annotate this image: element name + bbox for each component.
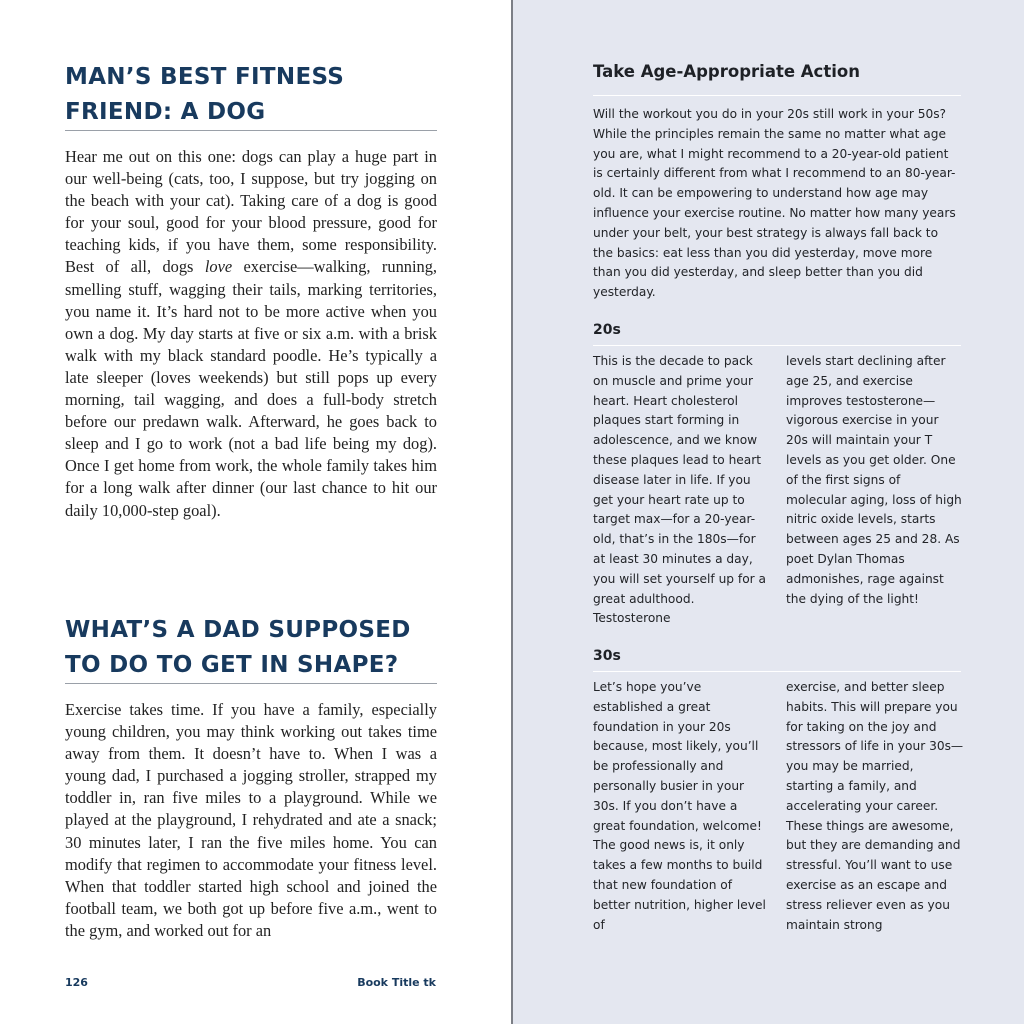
paragraph-dog-fitness	[65, 146, 437, 522]
paragraph-dad-shape: Exercise takes time. If you have a family, especially young children, you may think working out takes time away from them. It doesn’t have to. When I was a young dad, I purchased a jogging stroller, strapped my toddler in, ran five miles to a playground. While we played at the playground, I rehydrated and ate a snack; 30 minutes later, I ran the five miles home. You can modify that regimen to accommodate your fitness level. When that toddler started high school and joined the football team, we both got up before five a.m., went to the gym, and worked out for an	[65, 700, 437, 940]
running-footer-title: Book Title tk	[357, 976, 436, 989]
heading-dog-fitness	[65, 60, 445, 130]
heading-line: TO DO TO GET IN SHAPE?	[65, 652, 399, 678]
page-gutter	[511, 0, 513, 1024]
emphasis-text: love	[204, 257, 233, 277]
heading-rule	[65, 683, 437, 684]
sidebar-intro: Will the workout you do in your 20s still work in your 50s? While the principles remain the same no matter what age you are, what I might recommend to a 20-year-old patient is certainly different from what I recommend to an 80-year-old. It can be empowering to understand how age may influence your exercise routine. No matter how many years under your belt, your best strategy is always fall back to the basics: eat less than you did yesterday, move more than you did yesterday, and sleep better than you did yesterday.	[593, 107, 956, 300]
heading-line: FRIEND: A DOG	[65, 99, 266, 125]
section-30s-column-2: exercise, and better sleep habits. This will prepare you for taking on the joy and stressors of life in your 30s—you may be married, starting a family, and accelerating your career. These things are awesome, but they are demanding and stressful. You’ll want to use exercise as an escape and stress reliever even as you maintain strong	[786, 680, 964, 932]
section-30s-column-1: Let’s hope you’ve established a great foundation in your 20s because, most likely, you’ll be professionally and personally busier in your 30s. If you don’t have a great foundation, welcome! The good news is, it only takes a few months to build that new foundation of better nutrition, higher level of	[593, 680, 766, 932]
section-20s-title: 20s	[593, 322, 621, 338]
page-number: 126	[65, 976, 88, 989]
section-30s-rule	[593, 671, 961, 672]
heading-rule	[65, 130, 437, 131]
section-20s-column-2: levels start declining after age 25, and exercise improves testosterone—vigorous exercise in your 20s will maintain your T levels as you get older. One of the first signs of molecular aging, loss of high nitric oxide levels, starts between ages 25 and 28. As poet Dylan Thomas admonishes, rage against the dying of the light!	[786, 354, 962, 606]
paragraph-text: Hear me out on this one: dogs can play a huge part in our well-being (cats, too, I suppose, but try jogging on the beach with your cat). Taking care of a dog is good for your soul, good for your blood pressure, good for teaching kids, if you have them, some responsibility. Best of all, dogs	[65, 147, 437, 277]
heading-line: MAN’S BEST FITNESS	[65, 64, 345, 90]
paragraph-text: exercise—walking, running, smelling stuff, wagging their tails, marking territories, you name it. It’s hard not to be more active when you own a dog. My day starts at five or six a.m. with a brisk walk with my black standard poodle. He’s typically a late sleeper (loves weekends) but still pops up every morning, tail wagging, and does a full-body stretch before our predawn walk. Afterward, he goes back to sleep and I go to work (not a bad life being my dog). Once I get home from work, the whole family takes him for a long walk after dinner (our last chance to hit our daily 10,000-step goal).	[65, 257, 437, 520]
sidebar-title-rule	[593, 95, 961, 96]
section-20s-rule	[593, 345, 961, 346]
sidebar-title: Take Age-Appropriate Action	[593, 62, 860, 81]
section-20s-column-1: This is the decade to pack on muscle and prime your heart. Heart cholesterol plaques start forming in adolescence, and we know these plaques lead to heart disease later in life. If you get your heart rate up to target max—for a 20-year-old, that’s in the 180s—for at least 30 minutes a day, you will set yourself up for a great adulthood. Testosterone	[593, 354, 767, 626]
heading-dad-shape	[65, 613, 445, 683]
section-30s-title: 30s	[593, 648, 621, 664]
heading-line: WHAT’S A DAD SUPPOSED	[65, 617, 411, 643]
